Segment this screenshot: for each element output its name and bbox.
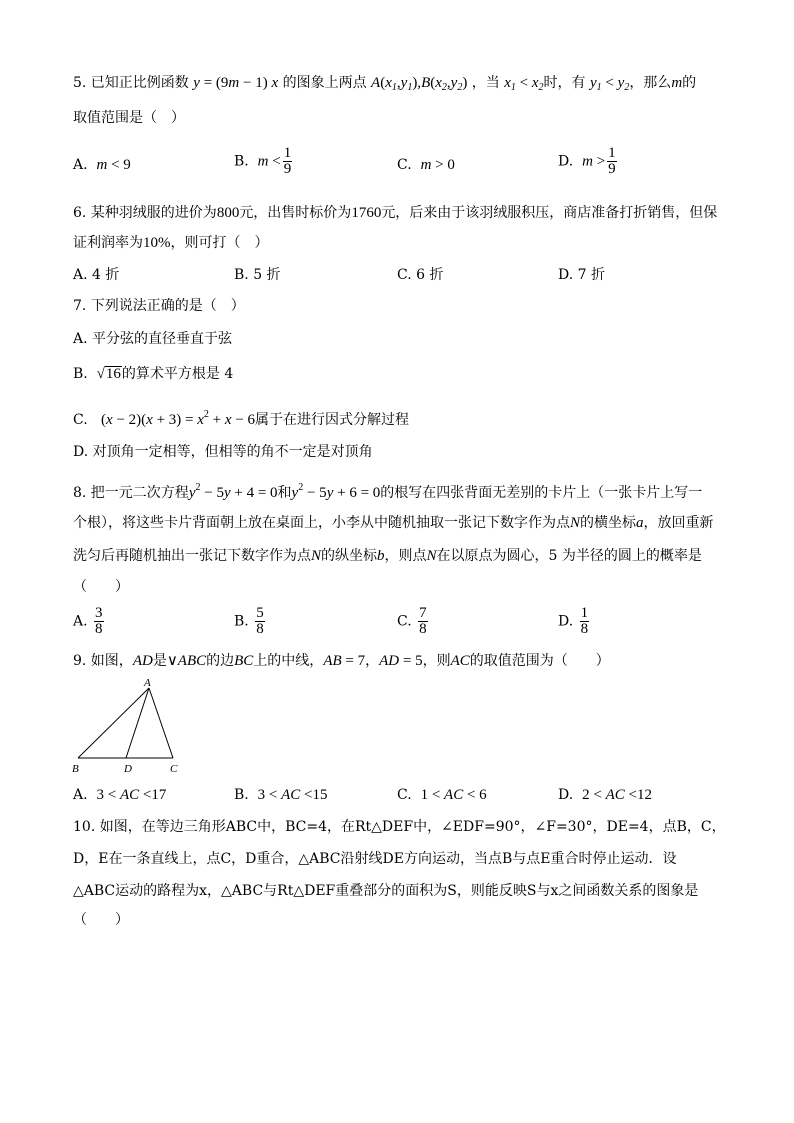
label-b: B xyxy=(72,763,79,775)
q8-line4: （ ） xyxy=(73,579,129,595)
q6-profit-rate: 10% xyxy=(143,235,171,251)
label-a: A xyxy=(144,677,151,689)
q6-list-price: 1760 xyxy=(351,205,382,221)
q10-line4: （ ） xyxy=(73,912,129,928)
q10-line2: D，E在一条直线上，点C，D重合，△ABC沿射线DE方向运动，当点B与点E重合时停止运动．设 xyxy=(73,851,677,867)
segment-ac xyxy=(149,688,173,758)
q9-option-d: D. 2 < AC <12 xyxy=(558,787,652,803)
q6-option-b: B. 5 折 xyxy=(234,267,281,283)
q5-line2: 取值范围是（ ） xyxy=(73,110,185,126)
q7-option-d: D. 对顶角一定相等，但相等的角不一定是对顶角 xyxy=(73,444,373,460)
q6-line2: 证利润率为10%，则可打（ ） xyxy=(73,235,269,251)
q6-line1: 6. 某种羽绒服的进价为800元，出售时标价为1760元，后来由于该羽绒服积压，商店准备打折销售，但保 xyxy=(73,205,718,221)
q10-line3: △ABC运动的路程为x，△ABC与Rt△DEF重叠部分的面积为S，则能反映S与x之间函数关系的图象是 xyxy=(73,883,699,899)
label-c: C xyxy=(170,763,178,775)
q6-option-c: C. 6 折 xyxy=(397,267,444,283)
q8-option-d: D. $\frac{1}{8}$ xyxy=(558,605,589,637)
q5-text: 5. 已知正比例函数 xyxy=(73,75,189,91)
q5-points-expr: A xyxy=(371,75,381,91)
q5-option-b: B. m < $\frac{1}{9}$ xyxy=(234,145,292,177)
q8-line1: 8. 把一元二次方程$y^2 - 5y + 4 = 0$和$y^2 - 5y + 6 = 0$的根写在四张背面无差别的卡片上（一张卡片上写一 xyxy=(73,482,703,501)
q7-option-b: B. √16的算术平方根是 4 xyxy=(73,366,234,382)
q6-option-a: A. 4 折 xyxy=(73,267,120,283)
segment-ad xyxy=(126,688,149,758)
q9-option-c: C. 1 < AC < 6 xyxy=(397,787,487,803)
q6-cost-price: 800 xyxy=(216,205,240,221)
q8-option-b: B. $\frac{5}{8}$ xyxy=(234,605,264,637)
q8-option-a: A. $\frac{3}{8}$ xyxy=(73,605,103,637)
q5-text: 时，有 xyxy=(543,75,586,91)
q9-option-a: A. 3 < AC <17 xyxy=(73,787,167,803)
q6-option-d: D. 7 折 xyxy=(558,267,605,283)
q9-line1: 9. 如图，AD是∨ABC的边BC上的中线，AB = 7，AD = 5，则AC的取值范围为（ ） xyxy=(73,653,610,669)
q7-radicand: 16 xyxy=(105,366,121,382)
q5-text: ，那么 xyxy=(629,75,672,91)
q7-option-c: C. $(x - 2)(x + 3) = x^2 + x - 6$属于在进行因式分解过程 xyxy=(73,409,410,428)
q10-line1: 10. 如图，在等边三角形ABC中，BC=4，在Rt△DEF中，∠EDF=90°，∠F=30°，DE=4，点B，C， xyxy=(73,819,726,835)
q8-line3: 洗匀后再随机抽出一张记下数字作为点N的纵坐标b，则点N在以原点为圆心，5 为半径的圆上的概率是 xyxy=(73,548,702,564)
q7-title: 7. 下列说法正确的是（ ） xyxy=(73,298,245,314)
q5-text: ，当 xyxy=(471,75,500,91)
q5-text: 的 xyxy=(682,75,697,91)
q8-option-c: C. $\frac{7}{8}$ xyxy=(397,605,427,637)
q5-function-expr: y xyxy=(193,75,200,91)
q8-line2: 个根），将这些卡片背面朝上放在桌面上，小李从中随机抽取一张记下数字作为点N的横坐标a，放回重新 xyxy=(73,515,714,531)
q5-option-a: A. m < 9 xyxy=(73,157,131,173)
q9-triangle-figure xyxy=(64,676,194,776)
label-d: D xyxy=(124,763,132,775)
q5-option-c: C. m > 0 xyxy=(397,157,455,173)
segment-ab xyxy=(78,688,149,758)
q9-option-b: B. 3 < AC <15 xyxy=(234,787,328,803)
q7-option-a: A. 平分弦的直径垂直于弦 xyxy=(73,331,233,347)
q5-option-d: D. m > $\frac{1}{9}$ xyxy=(558,145,616,177)
q5-text: 的图象上两点 xyxy=(282,75,367,91)
q5-line1: 5. 已知正比例函数 y = (9m − 1) x 的图象上两点 $A(x_1,y_1),B(x_2,y_2)$ ，当 $x_1 < x_2$时，有 $y_1 < y_2$，那么m的 xyxy=(73,75,697,93)
